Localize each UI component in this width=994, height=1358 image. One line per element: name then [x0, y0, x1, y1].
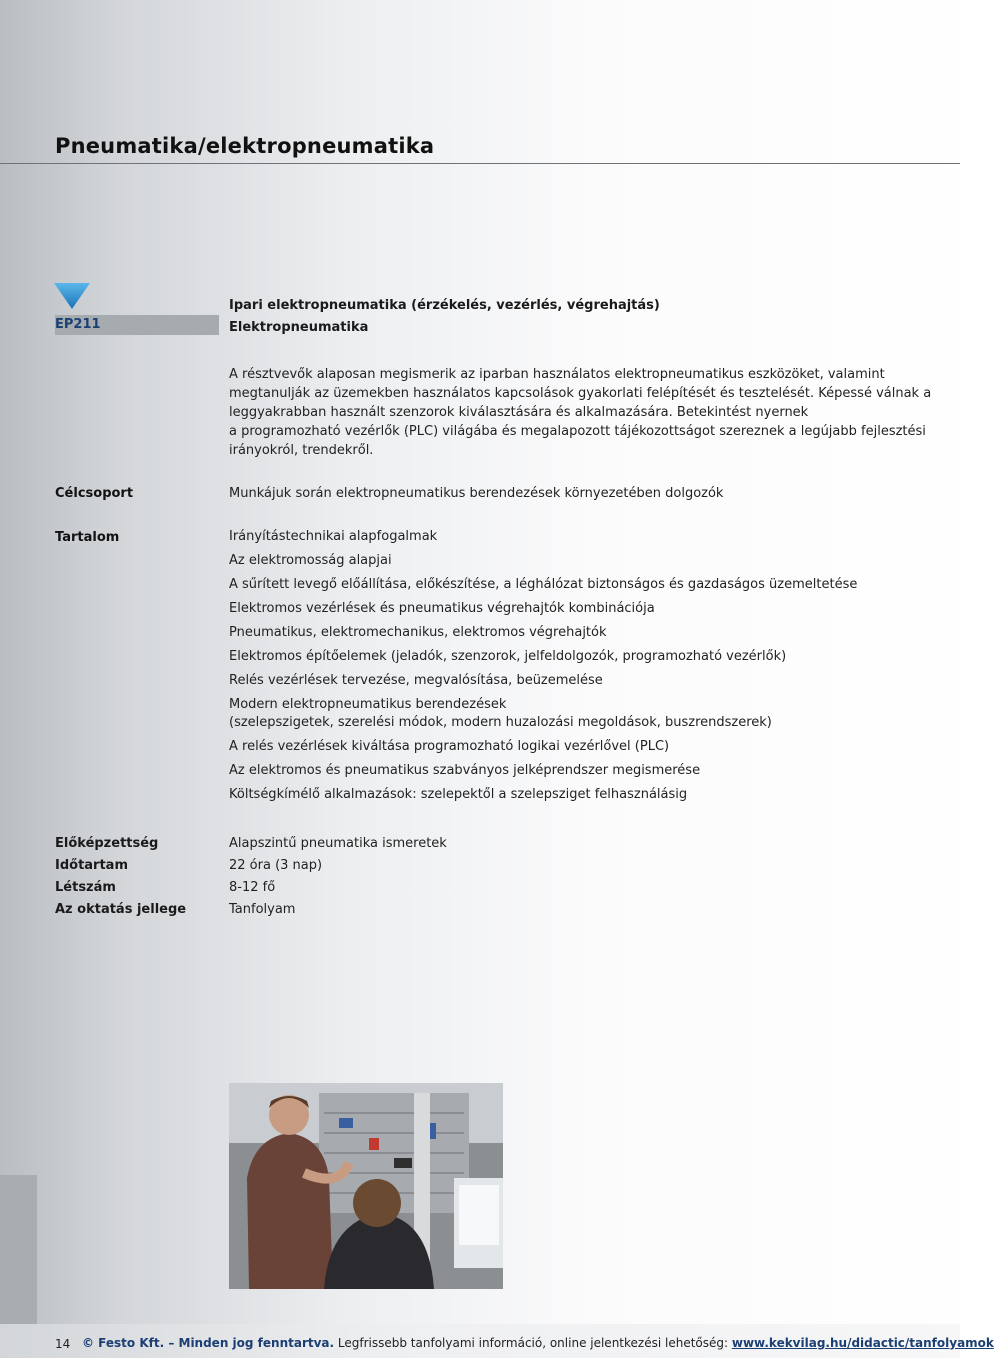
list-item: Az elektromosság alapjai	[229, 553, 392, 568]
course-description	[229, 365, 932, 460]
list-item: Relés vezérlések tervezése, megvalósítása, beüzemelése	[229, 673, 603, 688]
list-item: Irányítástechnikai alapfogalmak	[229, 529, 438, 544]
footer-text	[82, 1336, 994, 1350]
list-item: Modern elektropneumatikus berendezések	[229, 697, 507, 712]
training-photo	[229, 1083, 503, 1289]
target-group-value: Munkájuk során elektropneumatikus berendezések környezetében dolgozók	[229, 486, 724, 501]
list-item: Pneumatikus, elektromechanikus, elektromos végrehajtók	[229, 625, 607, 640]
list-item: A sűrített levegő előállítása, előkészítése, a léghálózat biztonságos és gazdaságos üzemeltetése	[229, 577, 858, 592]
page-number: 14	[55, 1337, 71, 1351]
triangle-marker-icon	[54, 283, 90, 309]
side-accent-block	[0, 1175, 37, 1324]
description-line: irányokról, trendekről.	[229, 443, 374, 458]
target-group-label: Célcsoport	[55, 486, 134, 501]
list-item: Az elektromos és pneumatikus szabványos jelképrendszer megismerése	[229, 763, 701, 778]
prerequisite-value: Alapszintű pneumatika ismeretek	[229, 836, 447, 851]
training-type-value: Tanfolyam	[229, 902, 296, 917]
list-item: Elektromos építőelemek (jeladók, szenzorok, jelfeldolgozók, programozható vezérlők)	[229, 649, 787, 664]
prerequisite-label: Előképzettség	[55, 836, 159, 851]
list-item: Költségkímélő alkalmazások: szelepektől a szelepsziget felhasználásig	[229, 787, 688, 802]
footer-brand: © Festo Kft. – Minden jog fenntartva.	[82, 1336, 335, 1350]
course-title	[229, 295, 660, 339]
training-type-label: Az oktatás jellege	[55, 902, 187, 917]
details-labels	[55, 833, 186, 921]
contents-label: Tartalom	[55, 530, 120, 545]
course-title-main: Ipari elektropneumatika (érzékelés, vezérlés, végrehajtás)	[229, 298, 660, 313]
footer-link[interactable]: www.kekvilag.hu/didactic/tanfolyamok	[731, 1336, 994, 1350]
description-line: leggyakrabban használt szenzorok kiválasztására és alkalmazására. Betekintést nyernek	[229, 405, 809, 420]
description-line: A résztvevők alaposan megismerik az iparban használatos elektropneumatikus eszközöket, valamint	[229, 367, 885, 382]
description-line: a programozható vezérlők (PLC) világába és megalapozott tájékozottságot szereznek a legújabb fejlesztési	[229, 424, 926, 439]
course-code: EP211	[55, 317, 101, 332]
contents-list	[229, 528, 857, 810]
duration-label: Időtartam	[55, 858, 129, 873]
course-title-category: Elektropneumatika	[229, 320, 369, 335]
duration-value: 22 óra (3 nap)	[229, 858, 323, 873]
list-item: A relés vezérlések kiváltása programozható logikai vezérlővel (PLC)	[229, 739, 670, 754]
page-title: Pneumatika/elektropneumatika	[55, 134, 435, 158]
title-divider	[0, 163, 960, 164]
description-line: megtanulják az üzemekben használatos kapcsolások gyakorlati felépítését és tesztelését. Képessé válnak a	[229, 386, 932, 401]
list-item: Elektromos vezérlések és pneumatikus végrehajtók kombinációja	[229, 601, 655, 616]
details-values	[229, 833, 447, 921]
headcount-label: Létszám	[55, 880, 116, 895]
headcount-value: 8-12 fő	[229, 880, 276, 895]
list-item: (szelepszigetek, szerelési módok, modern huzalozási megoldások, buszrendszerek)	[229, 715, 772, 730]
footer-info: Legfrissebb tanfolyami információ, online jelentkezési lehetőség:	[334, 1336, 732, 1350]
